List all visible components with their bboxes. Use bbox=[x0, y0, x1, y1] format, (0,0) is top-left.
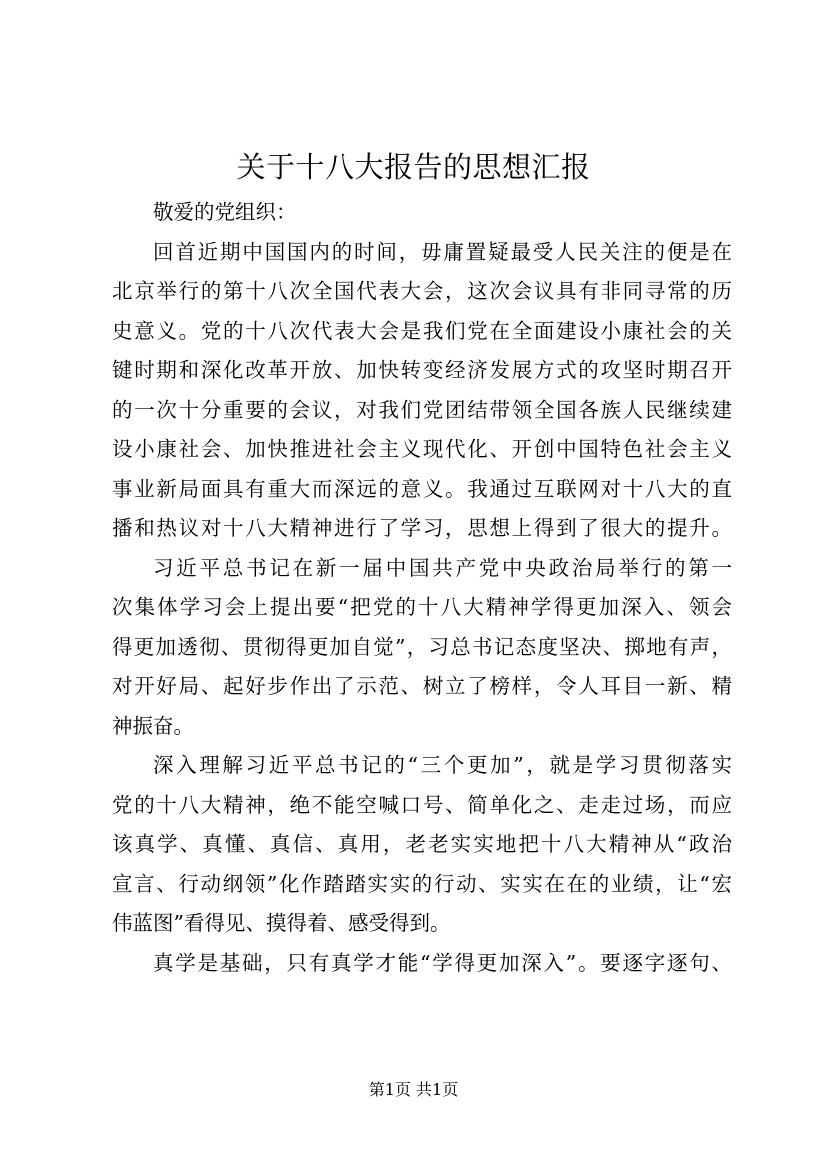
body-line: 设小康社会、加快推进社会主义现代化、开创中国特色社会主义 bbox=[112, 437, 732, 461]
body-line: 宣言、行动纲领”化作踏踏实实的行动、实实在在的业绩，让“宏 bbox=[112, 871, 732, 896]
body-line: 的一次十分重要的会议，对我们党团结带领全国各族人民继续建 bbox=[112, 397, 732, 422]
document-title: 关于十八大报告的思想汇报 bbox=[236, 150, 591, 184]
body-line: 神振奋。 bbox=[112, 713, 194, 738]
document-body bbox=[112, 193, 732, 983]
body-line: 键时期和深化改革开放、加快转变经济发展方式的攻坚时期召开 bbox=[112, 358, 732, 382]
body-line: 该真学、真懂、真信、真用，老老实实地把十八大精神从“政治 bbox=[112, 832, 732, 856]
page-footer: 第1页 共1页 bbox=[368, 1080, 459, 1099]
body-line: 真学是基础，只有真学才能“学得更加深入”。要逐字逐句、 bbox=[153, 950, 732, 975]
body-line: 次集体学习会上提出要“把党的十八大精神学得更加深入、领会 bbox=[112, 595, 732, 619]
body-line: 党的十八大精神，绝不能空喊口号、简单化之、走走过场，而应 bbox=[112, 792, 732, 817]
body-line: 习近平总书记在新一届中国共产党中央政治局举行的第一 bbox=[153, 555, 732, 580]
body-line: 伟蓝图”看得见、摸得着、感受得到。 bbox=[112, 911, 451, 935]
salutation: 敬爱的党组织： bbox=[153, 200, 297, 224]
body-line: 深入理解习近平总书记的“三个更加”，就是学习贯彻落实 bbox=[153, 753, 732, 777]
body-line: 得更加透彻、贯彻得更加自觉”，习总书记态度坚决、掷地有声， bbox=[112, 634, 732, 659]
body-line: 播和热议对十八大精神进行了学习，思想上得到了很大的提升。 bbox=[112, 516, 732, 540]
body-line: 事业新局面具有重大而深远的意义。我通过互联网对十八大的直 bbox=[112, 476, 732, 501]
body-line: 史意义。党的十八次代表大会是我们党在全面建设小康社会的关 bbox=[112, 318, 732, 343]
body-line: 回首近期中国国内的时间，毋庸置疑最受人民关注的便是在 bbox=[153, 239, 732, 264]
body-line: 北京举行的第十八次全国代表大会，这次会议具有非同寻常的历 bbox=[112, 279, 732, 303]
body-line: 对开好局、起好步作出了示范、树立了榜样，令人耳目一新、精 bbox=[112, 674, 732, 698]
